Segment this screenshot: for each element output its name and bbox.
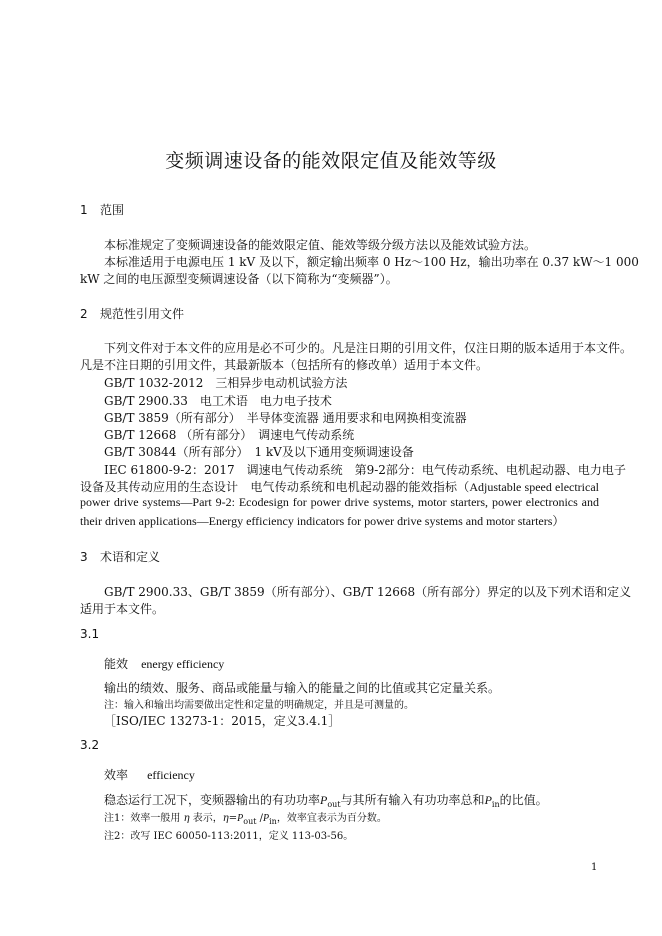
eta-symbol: η (222, 813, 229, 824)
term-3-1-note: 注：输入和输出均需要做出定性和定量的明确规定，并且是可测量的。 (104, 700, 414, 711)
definition-text: 稳态运行工况下，变频器输出的有功功率 (104, 793, 321, 807)
definition-text: 与其所有输入有功功率总和 (340, 793, 485, 807)
reference-item: GB/T 12668 （所有部分） 调速电气传动系统 (104, 428, 355, 442)
reference-iec-line-3: power drive systems—Part 9-2: Ecodesign for power drive systems, motor starters, power electronics and (80, 495, 599, 509)
term-3-2-english: efficiency (147, 768, 195, 782)
power-symbol: P (237, 813, 244, 824)
reference-item: GB/T 30844（所有部分） 1 kV及以下通用变频调速设备 (104, 445, 414, 459)
page-number: 1 (591, 862, 598, 873)
refs-intro-line-1: 下列文件对于本文件的应用是必不可少的。凡是注日期的引用文件，仅注日期的版本适用于本文件。 (104, 341, 633, 355)
page-title: 变频调速设备的能效限定值及能效等级 (165, 150, 497, 172)
reference-iec-line-1: IEC 61800-9-2：2017 调速电气传动系统 第9-2部分：电气传动系统、电机起动器、电力电子 (104, 463, 626, 477)
section-3-number: 3 (80, 550, 88, 564)
reference-item: GB/T 1032-2012 三相异步电动机试验方法 (104, 376, 348, 390)
term-3-2-definition (104, 791, 548, 809)
section-3-heading (80, 548, 160, 565)
refs-intro-line-2: 凡是不注日期的引用文件，其最新版本（包括所有的修改单）适用于本文件。 (80, 358, 489, 372)
reference-item: GB/T 2900.33 电工术语 电力电子技术 (104, 394, 332, 408)
term-3-1-definition: 输出的绩效、服务、商品或能量与输入的能量之间的比值或其它定量关系。 (104, 681, 501, 695)
subscript-out: out (243, 817, 257, 826)
terms-intro-line-1: GB/T 2900.33、GB/T 3859（所有部分）、GB/T 12668（所有部分）界定的以及下列术语和定义 (104, 585, 632, 599)
scope-paragraph-1: 本标准规定了变频调速设备的能效限定值、能效等级分级方法以及能效试验方法。 (104, 238, 537, 252)
subscript-in: in (491, 800, 500, 809)
section-3-title: 术语和定义 (100, 550, 161, 564)
term-3-1-heading (104, 653, 224, 672)
term-3-2-number: 3.2 (80, 738, 100, 752)
division-slash: / (259, 813, 263, 824)
note-text: 注1：效率一般用 (104, 813, 181, 824)
definition-text: 的比值。 (499, 793, 548, 807)
term-3-2-note-1 (104, 809, 387, 826)
section-2-number: 2 (80, 307, 88, 321)
term-3-1-source: ［ISO/IEC 13273-1：2015，定义3.4.1］ (104, 714, 341, 728)
power-symbol: P (320, 793, 328, 807)
subscript-out: out (327, 800, 341, 809)
term-3-1-number: 3.1 (80, 627, 100, 641)
section-2-heading (80, 305, 184, 322)
term-3-2-note-2: 注2：改写 IEC 60050-113:2011，定义 113-03-56。 (104, 831, 354, 842)
power-symbol: P (484, 793, 492, 807)
term-3-2-heading (104, 764, 195, 783)
term-3-1-chinese: 能效 (104, 657, 129, 671)
term-3-1-english: energy efficiency (141, 657, 225, 671)
eta-symbol: η (183, 813, 190, 824)
reference-item: GB/T 3859（所有部分） 半导体变流器 通用要求和电网换相变流器 (104, 411, 467, 425)
reference-iec-line-4: their driven applications—Energy efficiency indicators for power drive systems and motor starters） (80, 514, 565, 528)
scope-paragraph-2-line-1: 本标准适用于电源电压 1 kV 及以下，额定输出频率 0 Hz～100 Hz，输出功率在 0.37 kW～1 000 (104, 255, 639, 269)
section-1-heading (80, 201, 124, 218)
equals-sign: = (228, 813, 238, 824)
section-1-number: 1 (80, 203, 88, 217)
scope-paragraph-2-line-2: kW 之间的电压源型变频调速设备（以下简称为“变频器”）。 (80, 272, 398, 286)
reference-iec-line-2: 设备及其传动应用的生态设计 电气传动系统和电机起动器的能效指标（Adjustable speed electrical (80, 480, 599, 494)
terms-intro-line-2: 适用于本文件。 (80, 602, 165, 616)
section-2-title: 规范性引用文件 (100, 307, 185, 321)
power-symbol: P (263, 813, 270, 824)
term-3-2-chinese: 效率 (104, 768, 129, 782)
section-1-title: 范围 (100, 203, 125, 217)
note-text: 表示， (192, 813, 223, 824)
note-text: ，效率宜表示为百分数。 (276, 813, 387, 824)
subscript-in: in (269, 817, 277, 826)
